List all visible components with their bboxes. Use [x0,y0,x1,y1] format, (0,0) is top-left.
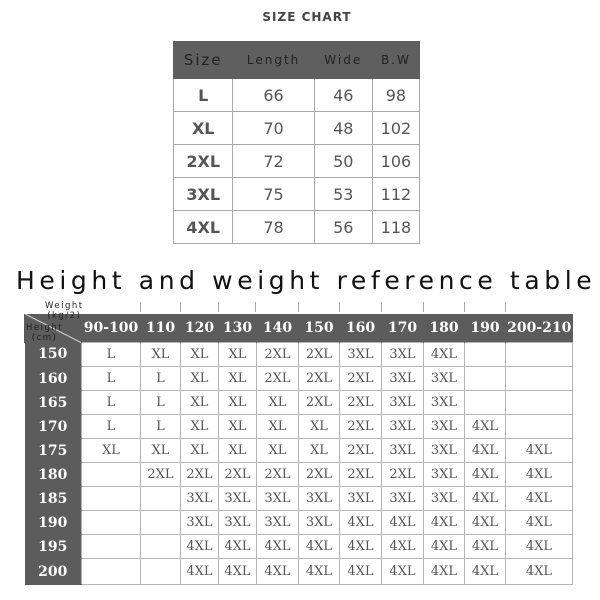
size-recommendation-cell: 4XL [506,559,573,585]
size-recommendation-cell: 3XL [340,343,382,367]
size-cell: L [174,79,233,112]
size-recommendation-cell: 4XL [506,463,573,487]
height-label-cell: 195 [25,535,82,559]
size-recommendation-cell: 4XL [181,535,219,559]
size-recommendation-cell: L [82,415,141,439]
size-recommendation-cell: XL [219,415,257,439]
header-bw: B.W [372,42,419,79]
size-recommendation-cell: 3XL [382,439,424,463]
size-recommendation-cell: 3XL [299,511,340,535]
size-recommendation-cell: 2XL [340,415,382,439]
size-recommendation-cell: XL [299,415,340,439]
size-recommendation-cell: XL [257,415,299,439]
size-recommendation-cell [465,367,506,391]
size-row [174,145,420,178]
size-recommendation-cell: 3XL [257,487,299,511]
size-recommendation-cell: 2XL [299,391,340,415]
size-recommendation-cell: L [82,343,141,367]
size-recommendation-cell: 3XL [382,391,424,415]
size-recommendation-cell: 2XL [340,463,382,487]
size-recommendation-cell [82,511,141,535]
height-row [25,343,573,367]
size-recommendation-cell: XL [82,439,141,463]
size-recommendation-cell: 3XL [340,487,382,511]
size-recommendation-cell: 2XL [340,391,382,415]
size-recommendation-cell: 3XL [382,367,424,391]
height-row [25,439,573,463]
wide-cell: 48 [314,112,372,145]
size-recommendation-cell: 2XL [299,367,340,391]
size-recommendation-cell: 4XL [465,511,506,535]
size-recommendation-cell: L [141,415,181,439]
size-recommendation-cell: 3XL [424,391,465,415]
height-weight-reference-table [24,301,573,585]
size-recommendation-cell: XL [141,439,181,463]
size-recommendation-cell: 3XL [257,511,299,535]
size-recommendation-cell: 2XL [257,367,299,391]
bw-cell: 118 [372,211,419,244]
size-recommendation-cell: 2XL [340,367,382,391]
size-chart-table [173,41,420,244]
size-recommendation-cell: 4XL [219,559,257,585]
size-row [174,211,420,244]
weight-header-cell: 130 [219,314,257,343]
size-recommendation-cell: 4XL [465,439,506,463]
size-recommendation-cell: 4XL [340,535,382,559]
size-recommendation-cell: 3XL [181,487,219,511]
size-recommendation-cell [506,391,573,415]
size-recommendation-cell: XL [219,367,257,391]
size-recommendation-cell: 4XL [382,511,424,535]
size-recommendation-cell: 2XL [141,463,181,487]
size-recommendation-cell: 4XL [465,415,506,439]
size-recommendation-cell: 4XL [382,559,424,585]
size-recommendation-cell: 4XL [465,535,506,559]
size-recommendation-cell [506,367,573,391]
size-recommendation-cell: 3XL [382,343,424,367]
size-recommendation-cell: 2XL [219,463,257,487]
height-label-cell: 150 [25,343,82,367]
wide-cell: 56 [314,211,372,244]
weight-header-cell: 160 [340,314,382,343]
size-recommendation-cell: XL [141,343,181,367]
reference-table-title: Height and weight reference table [16,266,597,295]
length-cell: 70 [233,112,314,145]
size-recommendation-cell [141,511,181,535]
size-recommendation-cell: XL [181,391,219,415]
wide-cell: 50 [314,145,372,178]
size-recommendation-cell: 4XL [424,511,465,535]
size-recommendation-cell [465,343,506,367]
size-recommendation-cell: 2XL [257,343,299,367]
height-label-cell: 200 [25,559,82,585]
size-recommendation-cell: 4XL [465,559,506,585]
height-label-cell: 175 [25,439,82,463]
size-cell: XL [174,112,233,145]
size-row [174,178,420,211]
weight-header-cell: 180 [424,314,465,343]
size-recommendation-cell: XL [257,439,299,463]
length-cell: 78 [233,211,314,244]
size-recommendation-cell: XL [181,343,219,367]
size-cell: 4XL [174,211,233,244]
size-recommendation-cell: L [141,367,181,391]
size-recommendation-cell [82,463,141,487]
height-row [25,463,573,487]
size-recommendation-cell: 4XL [299,559,340,585]
weight-axis-label: Weight (kg/2) [45,301,84,321]
size-recommendation-cell: XL [181,439,219,463]
height-row [25,511,573,535]
size-recommendation-cell: XL [257,391,299,415]
size-recommendation-cell: L [82,391,141,415]
size-recommendation-cell: 3XL [424,415,465,439]
weight-header-cell: 200-210 [506,314,573,343]
size-recommendation-cell [506,343,573,367]
height-axis-label: Height (cm) [26,323,64,343]
size-recommendation-cell: XL [219,391,257,415]
size-recommendation-cell: 4XL [257,559,299,585]
size-chart-title: SIZE CHART [262,10,352,24]
weight-header-cell: 140 [257,314,299,343]
size-recommendation-cell [82,487,141,511]
weight-header-cell: 150 [299,314,340,343]
size-recommendation-cell: XL [219,439,257,463]
size-recommendation-cell: 4XL [465,463,506,487]
height-label-cell: 165 [25,391,82,415]
size-recommendation-cell: 3XL [424,439,465,463]
size-recommendation-cell: 2XL [299,343,340,367]
size-row [174,112,420,145]
size-recommendation-cell: L [141,391,181,415]
length-cell: 66 [233,79,314,112]
size-recommendation-cell: 4XL [506,439,573,463]
size-recommendation-cell: 2XL [181,463,219,487]
size-recommendation-cell: 2XL [299,463,340,487]
size-recommendation-cell [141,535,181,559]
height-label-cell: 180 [25,463,82,487]
size-recommendation-cell: 4XL [506,535,573,559]
size-recommendation-cell: 3XL [299,487,340,511]
height-label-cell: 185 [25,487,82,511]
size-recommendation-cell: 4XL [340,559,382,585]
size-recommendation-cell: 2XL [340,439,382,463]
height-label-cell: 160 [25,367,82,391]
size-recommendation-cell: 2XL [257,463,299,487]
size-recommendation-cell: 4XL [424,559,465,585]
bw-cell: 112 [372,178,419,211]
size-recommendation-cell: XL [181,415,219,439]
size-recommendation-cell: 3XL [219,511,257,535]
height-row [25,391,573,415]
size-recommendation-cell: 3XL [424,487,465,511]
length-cell: 75 [233,178,314,211]
weight-header-cell: 90-100 [82,314,141,343]
bw-cell: 106 [372,145,419,178]
weight-header-row [25,314,573,343]
size-recommendation-cell [506,415,573,439]
size-recommendation-cell: 3XL [219,487,257,511]
height-row [25,487,573,511]
size-recommendation-cell: 3XL [424,367,465,391]
size-recommendation-cell: 4XL [506,511,573,535]
bw-cell: 98 [372,79,419,112]
height-row [25,559,573,585]
size-recommendation-cell: XL [299,439,340,463]
size-chart-header-row [174,42,420,79]
size-recommendation-cell [465,391,506,415]
size-row [174,79,420,112]
size-recommendation-cell [141,487,181,511]
weight-header-cell: 110 [141,314,181,343]
size-recommendation-cell: L [82,367,141,391]
size-recommendation-cell: 3XL [424,463,465,487]
size-cell: 3XL [174,178,233,211]
weight-header-cell: 190 [465,314,506,343]
size-recommendation-cell [82,535,141,559]
header-wide: Wide [314,42,372,79]
weight-header-cell: 120 [181,314,219,343]
size-recommendation-cell: 4XL [299,535,340,559]
size-recommendation-cell: 2XL [382,463,424,487]
size-recommendation-cell: 4XL [506,487,573,511]
size-recommendation-cell: XL [181,367,219,391]
size-recommendation-cell: 3XL [382,415,424,439]
size-recommendation-cell: 4XL [181,559,219,585]
size-recommendation-cell [141,559,181,585]
height-row [25,367,573,391]
wide-cell: 53 [314,178,372,211]
column-tick-marks [0,302,600,314]
size-recommendation-cell: 4XL [382,535,424,559]
size-recommendation-cell: 4XL [219,535,257,559]
bw-cell: 102 [372,112,419,145]
length-cell: 72 [233,145,314,178]
size-recommendation-cell: 4XL [257,535,299,559]
height-row [25,535,573,559]
height-label-cell: 190 [25,511,82,535]
height-label-cell: 170 [25,415,82,439]
header-length: Length [233,42,314,79]
size-recommendation-cell: 4XL [424,343,465,367]
size-recommendation-cell: 3XL [181,511,219,535]
height-row [25,415,573,439]
corner-header-cell [25,301,84,343]
wide-cell: 46 [314,79,372,112]
size-recommendation-cell: 3XL [382,487,424,511]
size-recommendation-cell: XL [219,343,257,367]
size-recommendation-cell: 4XL [465,487,506,511]
weight-header-cell: 170 [382,314,424,343]
header-size: Size [174,42,233,79]
size-recommendation-cell [82,559,141,585]
size-cell: 2XL [174,145,233,178]
size-recommendation-cell: 4XL [340,511,382,535]
size-recommendation-cell: 4XL [424,535,465,559]
